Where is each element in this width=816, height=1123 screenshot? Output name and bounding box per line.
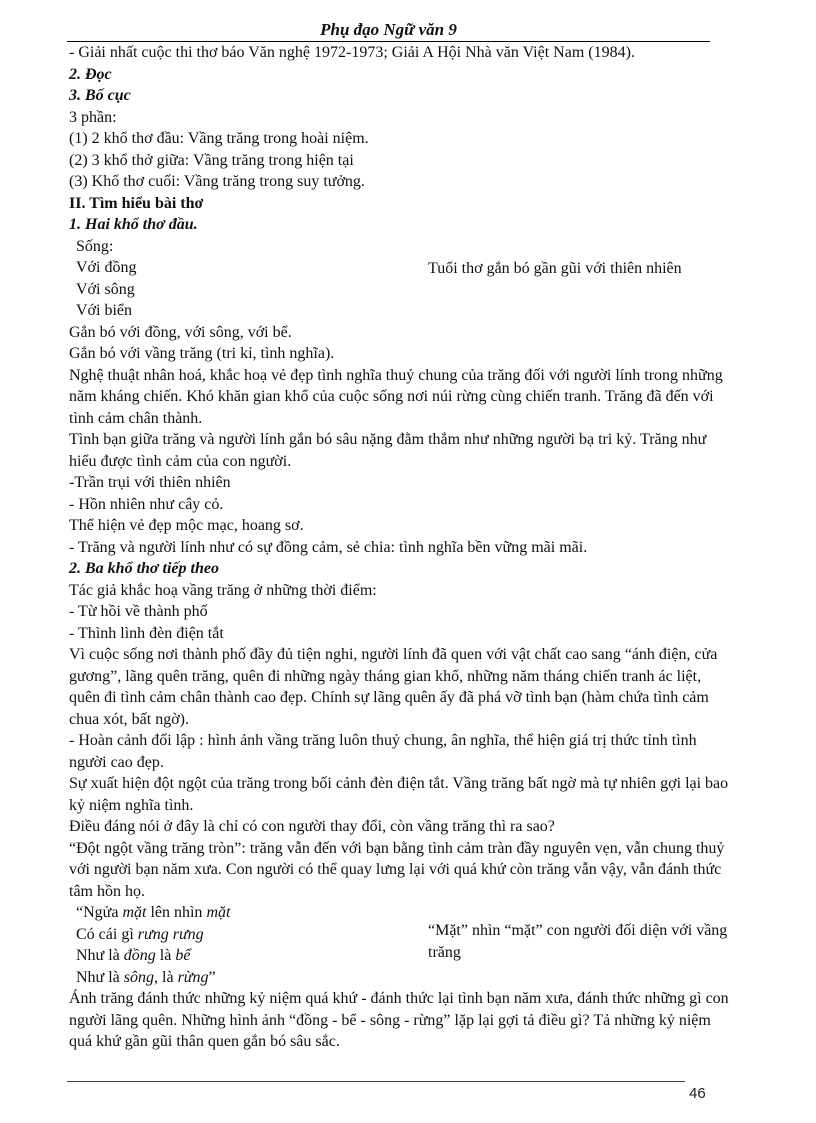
document-body xyxy=(69,42,729,1053)
tu-hoi-line: - Từ hồi về thành phố xyxy=(69,603,208,620)
song-item: Với sông xyxy=(76,280,135,298)
part-1: (1) 2 khổ thơ đầu: Vầng trăng trong hoài niệm. xyxy=(69,130,369,147)
tran-trui-line: -Trần trụi với thiên nhiên xyxy=(69,474,231,491)
poem-quote-table xyxy=(69,902,729,988)
dot-ngot-paragraph: “Đột ngột vầng trăng tròn”: trăng vẫn đến với bạn bằng tình cảm tràn đầy nguyên vẹn, vẫn chung thuỷ với người bạn năm xưa. Con người có thể quay lưng lại với quá khứ còn trăng vẫn vậy, vẫn đánh thức tâm hồn họ. xyxy=(69,839,725,900)
song-table xyxy=(69,236,729,322)
poem-line: Như là đồng là bể xyxy=(76,947,191,964)
vi-cuoc-song-paragraph: Vì cuộc sống nơi thành phố đầy đủ tiện nghi, người lính đã quen với vật chất cao sang “ánh điện, cửa gương”, lãng quên trăng, quên đi những ngày tháng gian khổ, những năm tháng chiến tranh ác liệt, quên đi tình cảm chân thành cao đẹp. Chính sự lãng quên ấy đã phá vỡ tình bạn (hàm chứa tình cảm chua xót, bất ngờ). xyxy=(69,646,718,728)
song-item: Sống: xyxy=(76,237,114,255)
poem-commentary: “Mặt” nhìn “mặt” con người đối diện với vầng trăng xyxy=(428,922,728,961)
song-item: Với đồng xyxy=(76,259,137,276)
part-2: (2) 3 khổ thở giữa: Vầng trăng trong hiện tại xyxy=(69,151,354,169)
heading-ba-kho: 2. Ba khổ thơ tiếp theo xyxy=(69,560,219,577)
footer-divider xyxy=(67,1081,685,1082)
heading-tim-hieu: II. Tìm hiểu bài thơ xyxy=(69,194,204,212)
heading-hai-kho: 1. Hai khổ thơ đầu. xyxy=(69,216,198,233)
poem-line: Có cái gì rưng rưng xyxy=(76,925,204,943)
gan-bo-1: Gắn bó với đồng, với sông, với bể. xyxy=(69,323,292,341)
song-item: Với biển xyxy=(76,302,133,319)
heading-doc: 2. Đọc xyxy=(69,65,112,83)
thinh-linh-line: - Thình lình đèn điện tắt xyxy=(69,624,224,642)
the-hien-line: Thể hiện vẻ đẹp mộc mạc, hoang sơ. xyxy=(69,517,304,534)
hon-nhien-line: - Hồn nhiên như cây cỏ. xyxy=(69,495,224,513)
nghe-thuat-paragraph: Nghệ thuật nhân hoá, khắc hoạ vẻ đẹp tình nghĩa thuỷ chung của trăng đối với người lính trong những năm kháng chiến. Khó khăn gian khổ của cuộc sống nơi núi rừng cùng chiến tranh. Trăng đã đến với tình cảm chân thành. xyxy=(69,366,723,427)
hoan-canh-paragraph: - Hoàn cảnh đối lập : hình ảnh vầng trăng luôn thuỷ chung, ân nghĩa, thể hiện giá trị thức tỉnh tình người cao đẹp. xyxy=(69,732,697,771)
poem-line: “Ngửa mặt lên nhìn mặt xyxy=(76,904,231,921)
tac-gia-line: Tác giả khắc hoạ vầng trăng ở những thời điểm: xyxy=(69,581,377,599)
award-paragraph: - Giải nhất cuộc thi thơ báo Văn nghệ 1972-1973; Giải A Hội Nhà văn Việt Nam (1984). xyxy=(69,44,635,61)
gan-bo-2: Gắn bó với vầng trăng (tri kỉ, tình nghĩa). xyxy=(69,345,335,362)
song-summary: Tuổi thơ gắn bó gần gũi với thiên nhiên xyxy=(428,259,682,277)
dong-cam-line: - Trăng và người lính như có sự đồng cảm, sẻ chia: tình nghĩa bền vững mãi mãi. xyxy=(69,538,588,556)
page-number: 46 xyxy=(689,1085,706,1102)
part-3: (3) Khổ thơ cuối: Vầng trăng trong suy tưởng. xyxy=(69,173,365,190)
dieu-dang-noi-line: Điều đáng nói ở đây là chỉ có con người thay đổi, còn vầng trăng thì ra sao? xyxy=(69,818,555,835)
text-3-phan: 3 phần: xyxy=(69,108,117,126)
page-header: Phụ đạo Ngữ văn 9 xyxy=(67,20,710,42)
tinh-ban-paragraph: Tình bạn giữa trăng và người lính gắn bó sâu nặng đằm thắm như những người bạ tri kỷ. Trăng như hiểu được tình cảm của con người. xyxy=(69,431,707,470)
anh-trang-paragraph: Ánh trăng đánh thức những kỷ niệm quá khứ - đánh thức lại tình bạn năm xưa, đánh thức những gì con người lãng quên. Những hình ảnh “đồng - bể - sông - rừng” lặp lại gợi tả điều gì? Tả những kỷ niệm quá khứ gần gũi thân quen gắn bó sâu sắc. xyxy=(69,990,729,1050)
poem-line: Như là sông, là rừng” xyxy=(76,968,216,986)
heading-bo-cuc: 3. Bố cục xyxy=(69,87,131,104)
su-xuat-hien-paragraph: Sự xuất hiện đột ngột của trăng trong bối cảnh đèn điện tắt. Vầng trăng bất ngờ mà tự nhiên gợi lại bao kỷ niệm nghĩa tình. xyxy=(69,775,729,814)
